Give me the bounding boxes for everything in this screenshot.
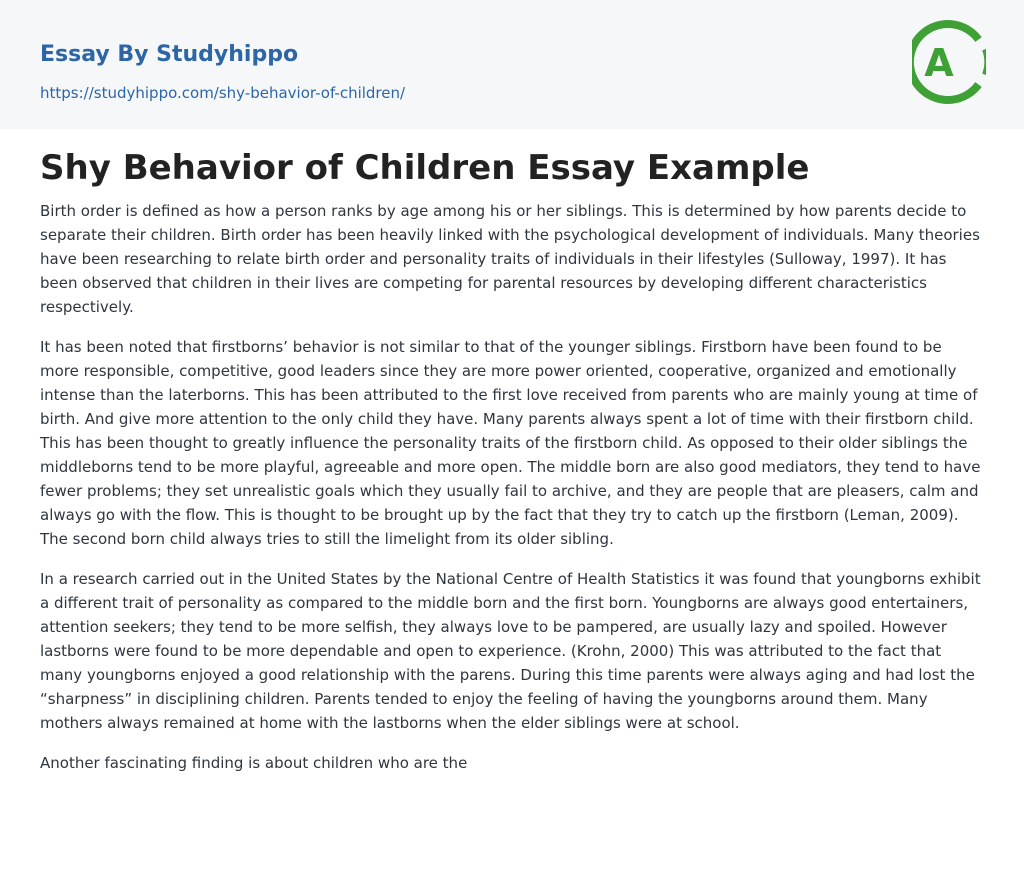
article-paragraph: It has been noted that firstborns’ behavior is not similar to that of the younger siblings. Firstborn have been found to be more responsible, competitive, good leaders since they are more power oriented, cooperative, organized and emotionally intense than the laterborns. This has been attributed to the first love received from parents who are mainly young at time of birth. And give more attention to the only child they have. Many parents always spent a lot of time with their firstborn child. This has been thought to greatly influence the personality traits of the firstborn child. As opposed to their older siblings the middleborns tend to be more playful, agreeable and more open. The middle born are also good mediators, they tend to have fewer problems; they set unrealistic goals which they usually fail to archive, and they are people that are pleasers, calm and always go with the flow. This is thought to be brought up by the fact that they try to catch up the firstborn (Leman, 2009). The second born child always tries to still the limelight from its older sibling.: [40, 338, 981, 548]
site-header: [0, 0, 1024, 129]
page-title: Shy Behavior of Children Essay Example: [40, 148, 810, 188]
logo-letter: A: [924, 41, 954, 85]
site-brand[interactable]: Essay By Studyhippo: [40, 42, 299, 67]
article-paragraph: Another fascinating finding is about children who are the: [40, 754, 468, 772]
article: [40, 145, 984, 791]
studyhippo-logo-icon[interactable]: [912, 19, 986, 105]
article-paragraph: Birth order is defined as how a person ranks by age among his or her siblings. This is determined by how parents decide to separate their children. Birth order has been heavily linked with the psychological development of individuals. Many theories have been researching to relate birth order and personality traits of individuals in their lifestyles (Sulloway, 1997). It has been observed that children in their lives are competing for parental resources by developing different characteristics respectively.: [40, 202, 980, 316]
page-url-link[interactable]: https://studyhippo.com/shy-behavior-of-children/: [40, 84, 406, 102]
article-paragraph: In a research carried out in the United States by the National Centre of Health Statistics it was found that youngborns exhibit a different trait of personality as compared to the middle born and the first born. Youngborns are always good entertainers, attention seekers; they tend to be more selfish, they always love to be pampered, are usually lazy and spoiled. However lastborns were found to be more dependable and open to experience. (Krohn, 2000) This was attributed to the fact that many youngborns enjoyed a good relationship with the parens. During this time parents were always aging and had lost the “sharpness” in disciplining children. Parents tended to enjoy the feeling of having the youngborns around them. Many mothers always remained at home with the lastborns when the elder siblings were at school.: [40, 570, 981, 732]
